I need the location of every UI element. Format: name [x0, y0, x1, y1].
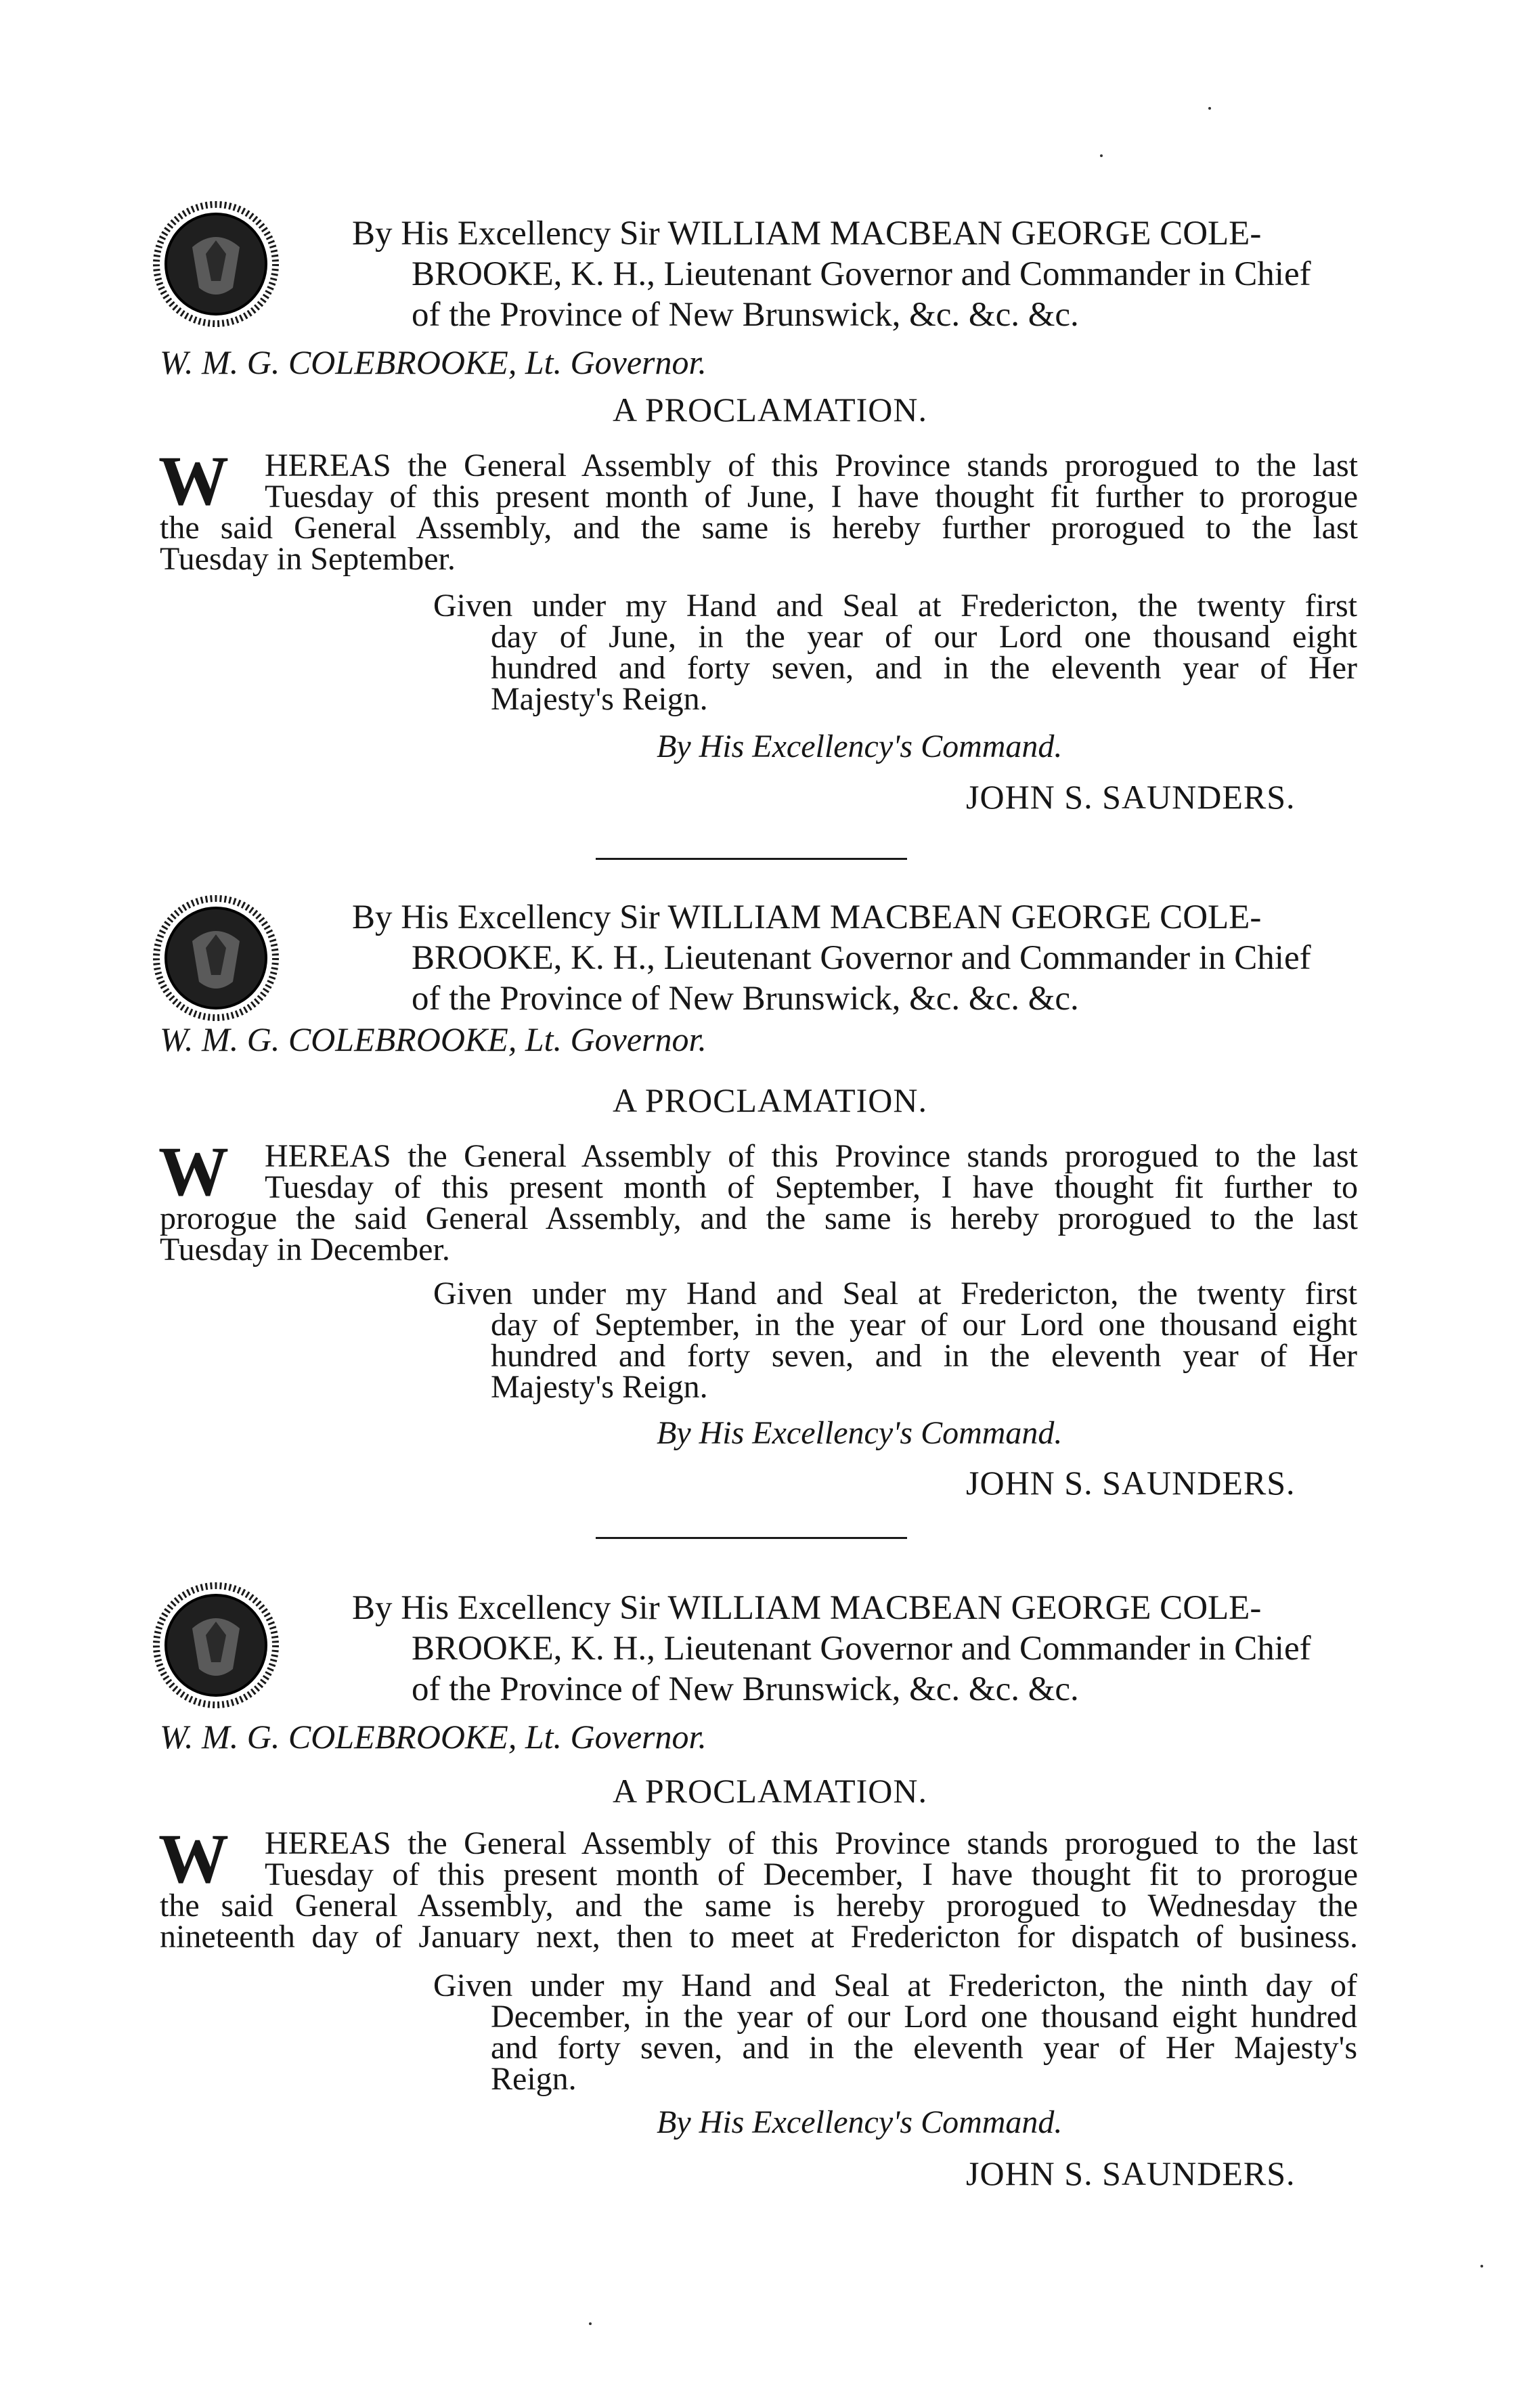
body-line: the said General Assembly, and the same is hereby further prorogued to the last [160, 510, 1358, 546]
given-line: Majesty's Reign. [491, 681, 708, 717]
secretary-name: JOHN S. SAUNDERS. [966, 2154, 1296, 2192]
heading-line: BROOKE, K. H., Lieutenant Governor and Commander in Chief [412, 255, 1311, 293]
drop-cap: W [158, 1820, 229, 1898]
ink-speck [1208, 107, 1211, 110]
royal-seal-icon [152, 1581, 280, 1710]
ink-speck [1100, 154, 1103, 157]
body-line: Tuesday of this present month of December, I have thought fit to prorogue [265, 1857, 1358, 1892]
governor-signature: W. M. G. COLEBROOKE, Lt. Governor. [160, 1020, 707, 1058]
heading-line: BROOKE, K. H., Lieutenant Governor and Commander in Chief [412, 939, 1311, 977]
command-line: By His Excellency's Command. [657, 2104, 1063, 2140]
given-line: day of September, in the year of our Lord one thousand eight [491, 1307, 1357, 1343]
proclamation-body [158, 1133, 1358, 1267]
heading-line: By His Excellency Sir WILLIAM MACBEAN GEORGE COLE- [352, 898, 1262, 936]
secretary-name: JOHN S. SAUNDERS. [966, 1464, 1296, 1502]
body-line: Tuesday of this present month of September, I have thought fit further to [265, 1169, 1358, 1205]
given-line: Given under my Hand and Seal at Fredericton, the ninth day of [433, 1968, 1357, 2003]
command-line: By His Excellency's Command. [657, 1415, 1063, 1451]
secretary-name: JOHN S. SAUNDERS. [966, 778, 1296, 816]
given-line: Majesty's Reign. [491, 1369, 708, 1405]
body-line: Tuesday in December. [160, 1232, 450, 1267]
section-divider [596, 858, 907, 860]
command-line: By His Excellency's Command. [657, 729, 1063, 764]
section-divider [596, 1537, 907, 1539]
given-under-hand [433, 590, 1357, 715]
drop-cap: W [158, 1133, 229, 1211]
proclamation-heading [352, 213, 1367, 335]
body-line: HEREAS the General Assembly of this Province stands prorogued to the last [265, 448, 1358, 483]
given-line: Given under my Hand and Seal at Fredericton, the twenty first [433, 1276, 1357, 1311]
proclamation-title: A PROCLAMATION. [612, 1081, 928, 1119]
proclamation-body [158, 1820, 1358, 1955]
proclamation-heading [352, 897, 1367, 1019]
proclamation-title: A PROCLAMATION. [612, 391, 928, 429]
given-line: day of June, in the year of our Lord one thousand eight [491, 619, 1357, 655]
given-under-hand [433, 1970, 1357, 2095]
given-under-hand [433, 1278, 1357, 1403]
given-line: Reign. [491, 2061, 577, 2097]
body-line: Tuesday of this present month of June, I have thought fit further to prorogue [265, 479, 1358, 515]
ink-speck [1480, 2265, 1483, 2268]
given-line: December, in the year of our Lord one thousand eight hundred [491, 1999, 1357, 2035]
heading-line: BROOKE, K. H., Lieutenant Governor and Commander in Chief [412, 1630, 1311, 1668]
body-line: HEREAS the General Assembly of this Province stands prorogued to the last [265, 1825, 1358, 1861]
given-line: hundred and forty seven, and in the eleventh year of Her [491, 650, 1357, 686]
given-line: and forty seven, and in the eleventh year of Her Majesty's [491, 2030, 1357, 2066]
governor-signature: W. M. G. COLEBROOKE, Lt. Governor. [160, 343, 707, 381]
heading-line: of the Province of New Brunswick, &c. &c. &c. [412, 1670, 1079, 1708]
body-line: prorogue the said General Assembly, and the same is hereby prorogued to the last [160, 1200, 1358, 1236]
proclamation-body [158, 442, 1358, 577]
heading-line: By His Excellency Sir WILLIAM MACBEAN GEORGE COLE- [352, 1589, 1262, 1627]
given-line: Given under my Hand and Seal at Fredericton, the twenty first [433, 588, 1357, 624]
royal-seal-icon [152, 200, 280, 328]
body-line: Tuesday in September. [160, 541, 456, 577]
royal-seal-icon [152, 894, 280, 1022]
given-line: hundred and forty seven, and in the eleventh year of Her [491, 1338, 1357, 1374]
proclamation-heading [352, 1588, 1367, 1710]
ink-speck [589, 2322, 592, 2325]
proclamation-title: A PROCLAMATION. [612, 1772, 928, 1810]
governor-signature: W. M. G. COLEBROOKE, Lt. Governor. [160, 1718, 707, 1756]
body-line: HEREAS the General Assembly of this Province stands prorogued to the last [265, 1138, 1358, 1174]
heading-line: By His Excellency Sir WILLIAM MACBEAN GEORGE COLE- [352, 215, 1262, 253]
body-line: nineteenth day of January next, then to meet at Fredericton for dispatch of business. [160, 1919, 1358, 1955]
drop-cap: W [158, 442, 229, 520]
heading-line: of the Province of New Brunswick, &c. &c. &c. [412, 296, 1079, 334]
heading-line: of the Province of New Brunswick, &c. &c. &c. [412, 980, 1079, 1018]
body-line: the said General Assembly, and the same is hereby prorogued to Wednesday the [160, 1888, 1358, 1924]
